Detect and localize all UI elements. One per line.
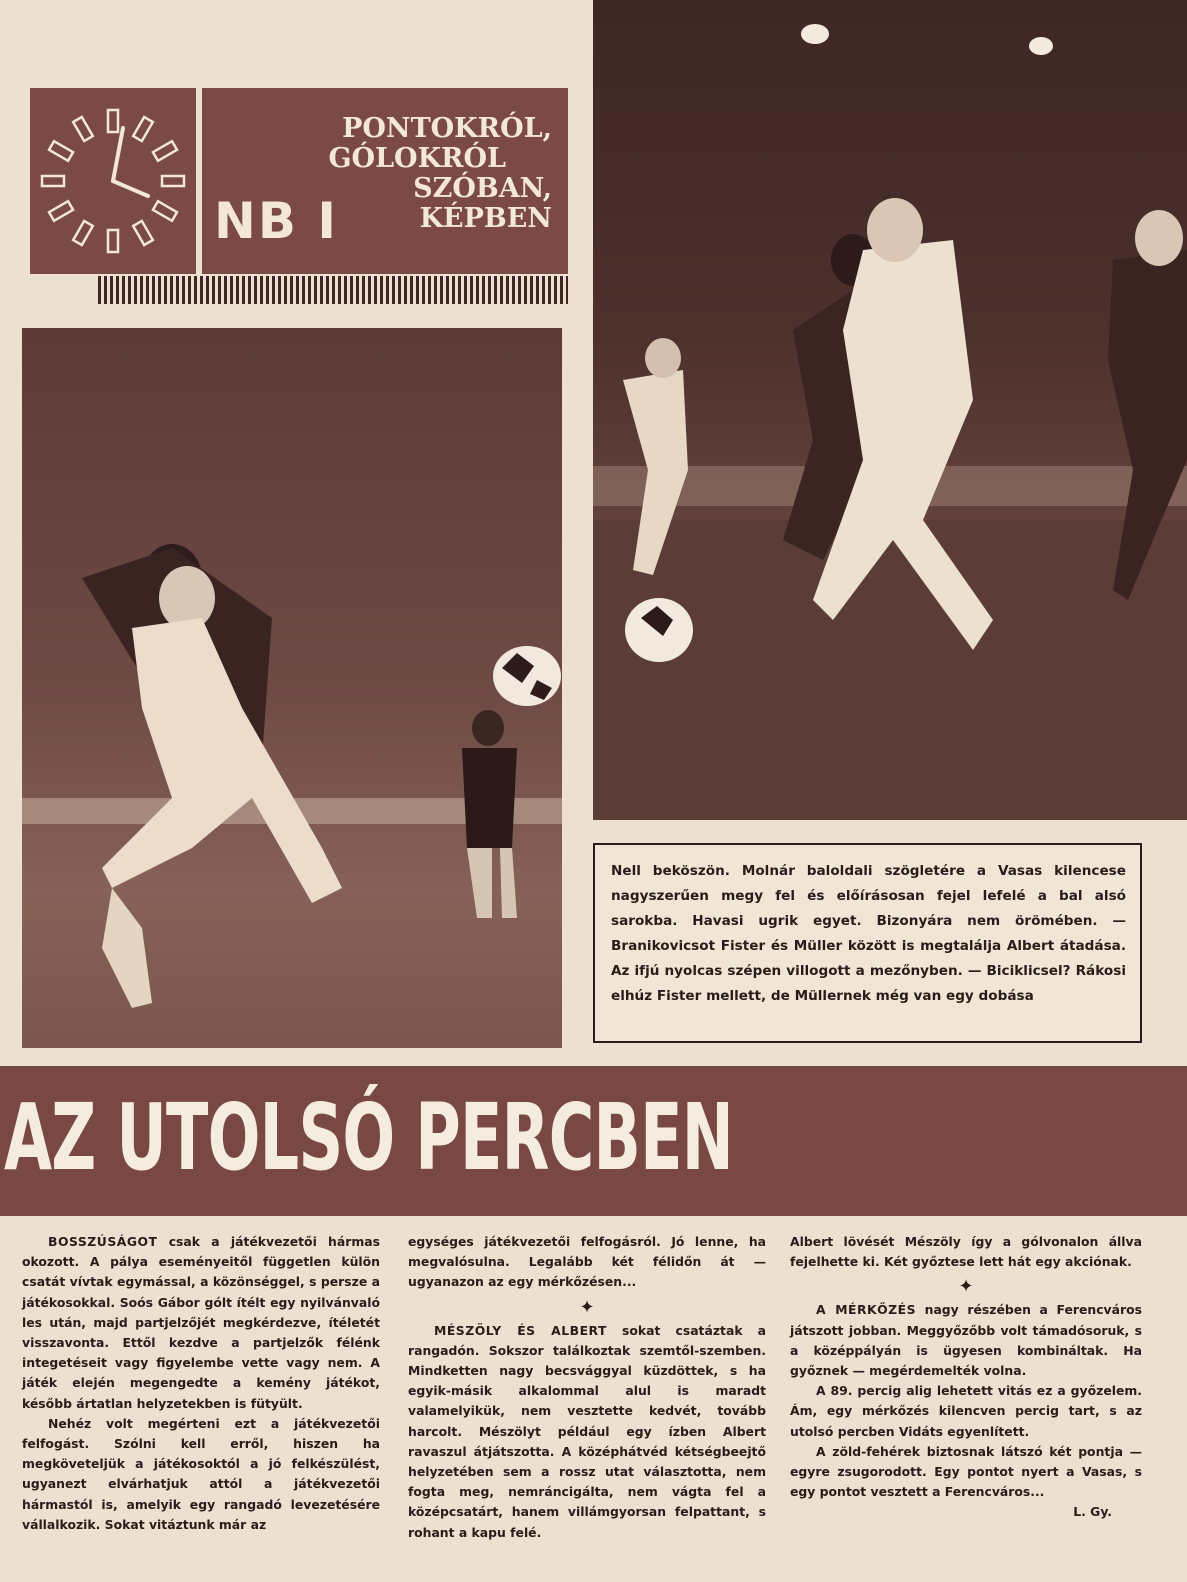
paragraph: Albert lövését Mészöly így a gólvonalon állva fejelhette ki. Két győztese lett hát egy akciónak. <box>790 1234 1142 1270</box>
paragraph: egységes játékvezetői felfogásról. Jó lenne, ha megvalósulna. Legalább két félidőn át — ugyanazon az egy mérkőzésen... <box>408 1234 766 1290</box>
paragraph: Nehéz volt megérteni ezt a játékvezetői felfogást. Szólni kell erről, hiszen ha megköveteljük a játékosoktól a jó felkészülést, ugyanezt elvárhatjuk attól a játékvezetői hármastól is, amelyik egy rangadó levezetésére vállalkozik. Sokat vitáztunk már az <box>22 1415 380 1532</box>
author-signature: L. Gy. <box>1073 1504 1112 1520</box>
decorative-stripes <box>98 276 568 304</box>
match-photo-left <box>22 328 562 1048</box>
paragraph: A 89. percig alig lehetett vitás ez a győzelem. Ám, egy mérkőzés kilencven percig tart, s az utolsó percben Vidáts egyenlített. <box>790 1383 1142 1439</box>
headline-band <box>0 1066 1187 1216</box>
star-divider-icon: ✦ <box>958 1276 974 1298</box>
paragraph <box>22 1232 380 1414</box>
title-line-4: KÉPBEN <box>419 203 552 234</box>
league-label: NB I <box>214 192 338 250</box>
paragraph: A zöld-fehérek biztosnak látszó két pontja — egyre zsugorodott. Egy pontot nyert a Vasas, s egy pontot vesztett a Ferencváros... <box>790 1443 1142 1500</box>
match-photo-right <box>593 0 1187 820</box>
title-block <box>202 88 568 274</box>
article-column-1 <box>22 1232 380 1535</box>
star-divider-icon: ✦ <box>579 1296 595 1318</box>
clock-icon <box>30 88 196 274</box>
football-scene-image <box>22 328 562 1048</box>
photo-caption: Nell beköszön. Molnár baloldali szögletére a Vasas kilencese nagyszerűen megy fel és előírásosan fejel lefelé a bal alsó sarokba. Havasi ugrik egyet. Bizonyára nem örömében. — Branikovicsot Fister és Müller között is megtalálja Albert átadása. Az ifjú nyolcas szépen villogott a mezőnyben. — Biciklicsel? Rákosi elhúz Fister mellett, de Müllernek még van egy dobása <box>593 843 1142 1043</box>
article-headline: AZ UTOLSÓ PERCBEN <box>4 1084 733 1191</box>
title-line-1: PONTOKRÓL, <box>342 113 552 144</box>
section-header <box>30 88 568 274</box>
paragraph <box>408 1321 766 1543</box>
paragraph <box>790 1300 1142 1381</box>
article-column-3 <box>790 1232 1142 1523</box>
lead-word: BOSSZÚSÁGOT <box>48 1234 158 1249</box>
paragraph-text: sokat csatáztak a rangadón. Sokszor találkoztak szemtől-szemben. Mindketten nagy becsvággyal küzdöttek, s ha egyik-másik alkalommal alul is maradt valamelyikük, nem vesztette kedvét, tovább harcolt. Mészölyt például egy ízben Albert ravaszul átjátszotta. A középhátvéd kétségbeejtő helyzetében sem a rossz utat választotta, nem fogta meg, nemráncigálta, nem vágta fel a középcsatárt, hanem villámgyorsan felpattant, s rohant a kapu felé. <box>408 1322 766 1540</box>
title-line-3: SZÓBAN, <box>413 173 552 204</box>
football-scene-image-2 <box>593 0 1187 820</box>
lead-word: MÉSZÖLY ÉS ALBERT <box>434 1322 607 1338</box>
paragraph-text: nagy részében a Ferencváros játszott jobban. Meggyőzőbb volt támadósoruk, s a középpályán is ügyesen kombináltak. Ha győznek — megérdemelték volna. <box>790 1302 1142 1379</box>
lead-word: A MÉRKŐZÉS <box>816 1302 917 1318</box>
title-line-2: GÓLOKRÓL <box>328 143 506 174</box>
paragraph-text: csak a játékvezetői hármas okozott. A pálya eseményeitől független külön csatát vívtak egymással, a közönséggel, s persze a játékosokkal. Soós Gábor gólt ítélt egy nyilvánvaló les után, majd partjelzőjét megkérdezve, ítéletét visszavonta. Ettől kezdve a partjelzők félénk integetéseit vagy figyelembe vette vagy nem. A játék elején megengedte a kemény játékot, később ártatlan helyzetekben is fütyült. <box>22 1234 380 1411</box>
article-column-2 <box>408 1232 766 1543</box>
clock-logo <box>30 88 196 274</box>
